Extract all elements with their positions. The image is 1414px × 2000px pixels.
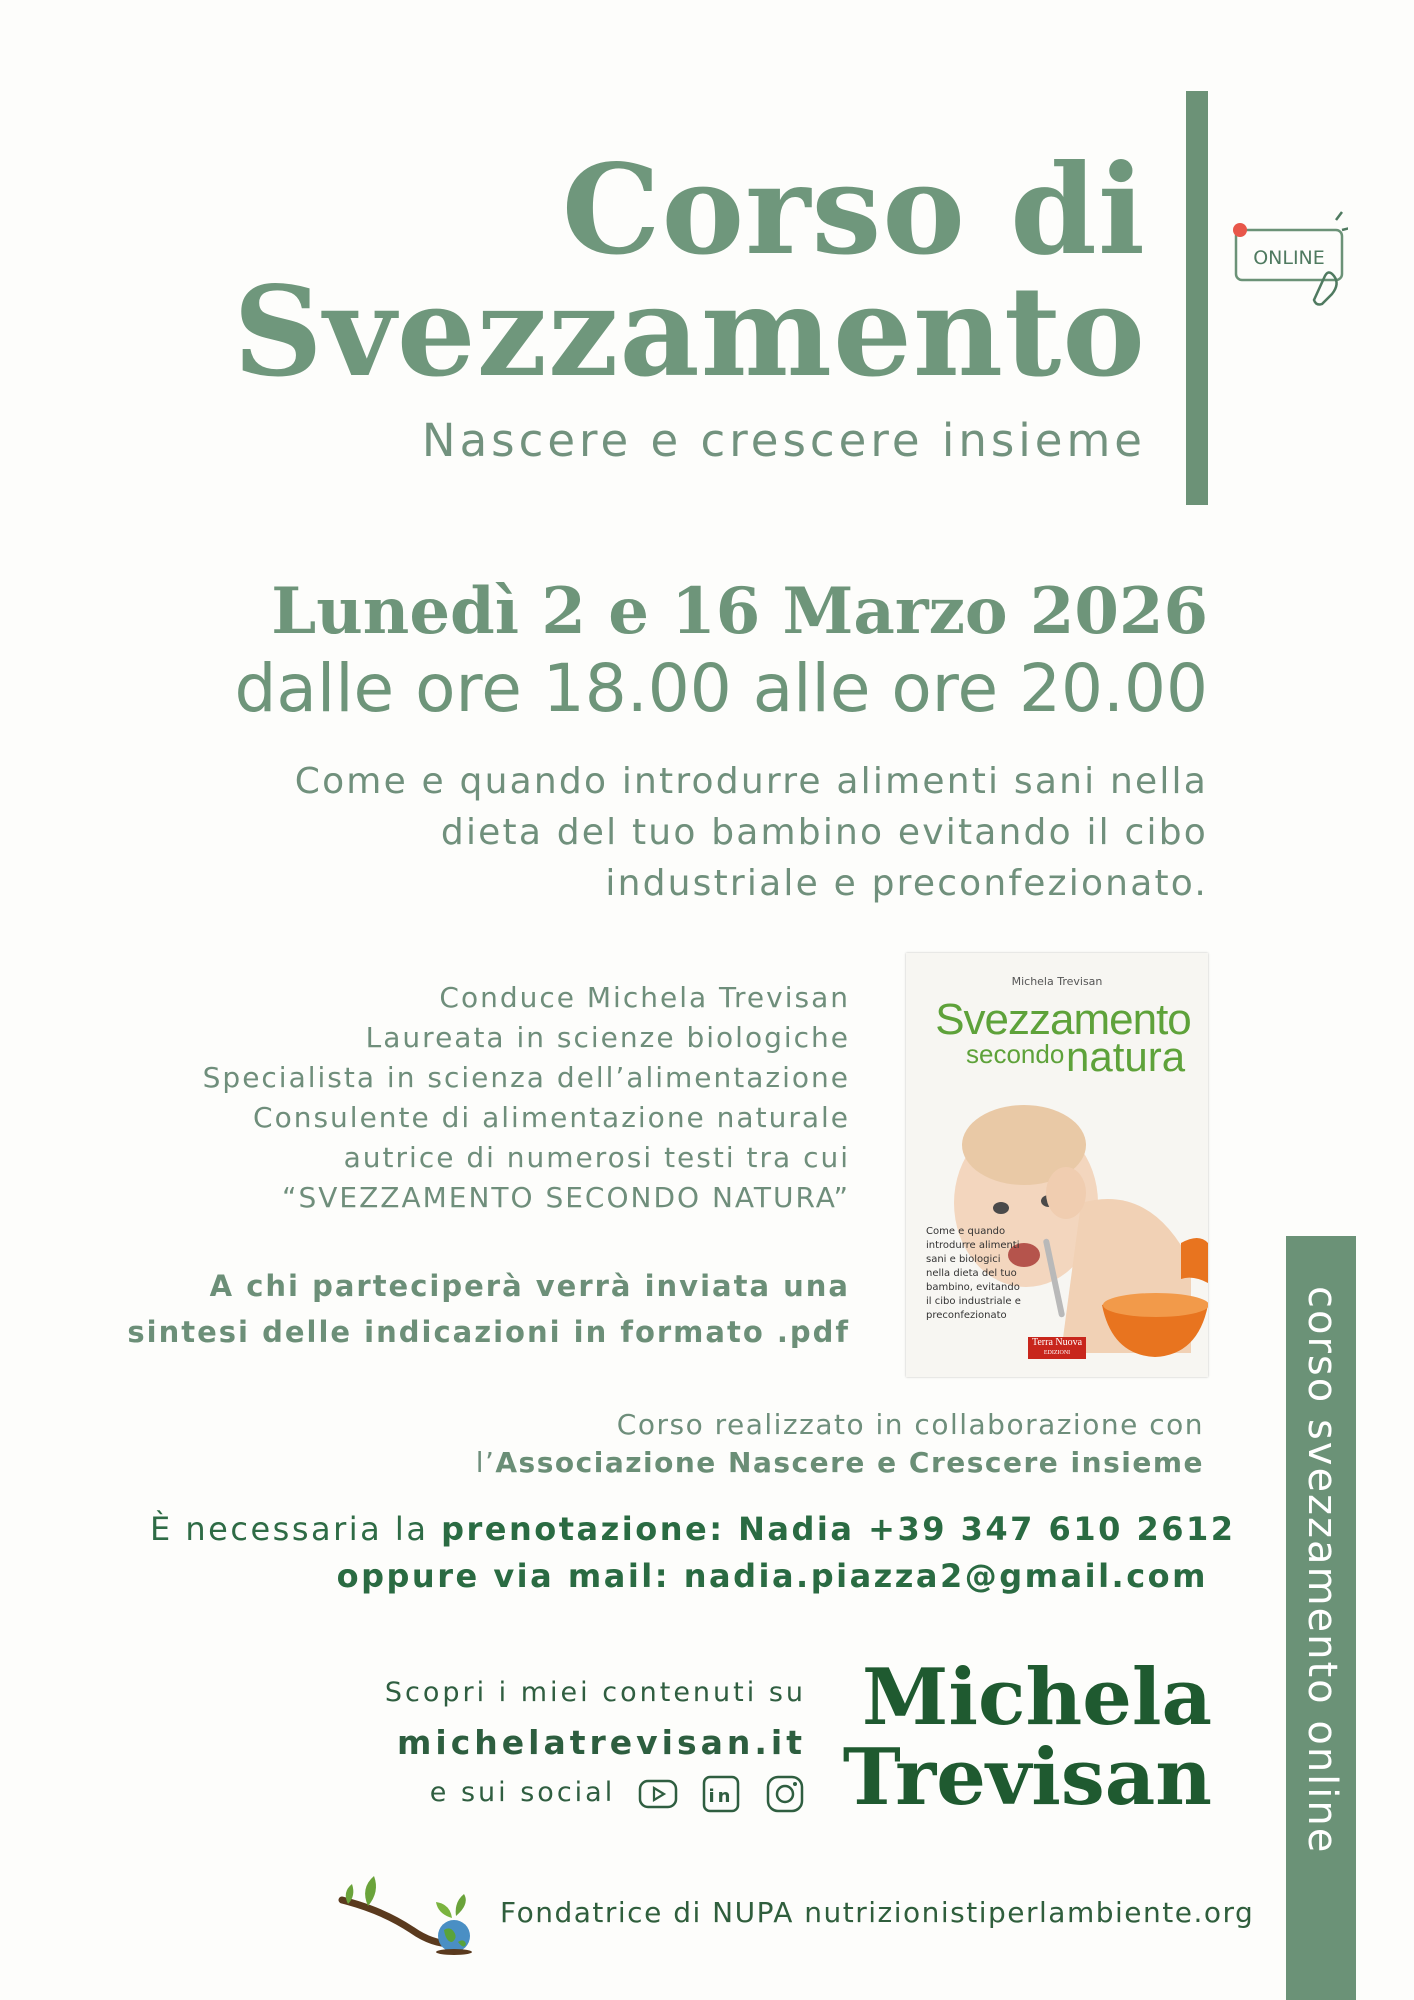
- social-icons-row: [300, 1768, 806, 1818]
- social-intro: Scopri i miei contenuti su: [384, 1677, 806, 1708]
- collab-prefix: l’: [475, 1446, 496, 1479]
- intro-text: [260, 756, 1208, 909]
- title-line-2: Svezzamento: [233, 260, 1146, 405]
- page-subtitle: Nascere e crescere insieme: [421, 414, 1146, 467]
- publisher-sub: EDIZIONI: [1043, 1350, 1071, 1356]
- book-cover: [906, 953, 1208, 1377]
- intro-line: dieta del tuo bambino evitando il cibo: [440, 812, 1208, 853]
- nupa-logo: [338, 1856, 488, 1956]
- intro-line: industriale e preconfezionato.: [605, 863, 1208, 904]
- booking-phone[interactable]: prenotazione: Nadia +39 347 610 2612: [441, 1510, 1236, 1548]
- svg-text:in: in: [708, 1785, 734, 1807]
- author-name: [840, 1652, 1212, 1823]
- bio-line: Laureata in scienze biologiche: [365, 1021, 850, 1054]
- bio-line: Specialista in scienza dell’alimentazione: [202, 1061, 850, 1094]
- book-author: Michela Trevisan: [1011, 975, 1103, 988]
- page-title: [150, 138, 1146, 405]
- linkedin-icon[interactable]: [700, 1773, 742, 1815]
- pdf-note-line: sintesi delle indicazioni in formato .pdf: [127, 1315, 850, 1349]
- youtube-icon[interactable]: [637, 1773, 679, 1815]
- author-first-name: Michela: [862, 1652, 1212, 1743]
- pdf-note-line: A chi parteciperà verrà inviata una: [209, 1269, 850, 1303]
- book-title-word: Svezzamento: [935, 995, 1191, 1044]
- side-tab-label: corso svezzamento online: [1299, 1286, 1345, 1855]
- social-label: e sui social: [429, 1777, 616, 1808]
- book-blurb: Come e quando introdurre alimenti sani e biologici nella dieta del tuo bambino, evitando il cibo industriale e preconfezionato: [926, 1226, 1021, 1321]
- online-badge-label: ONLINE: [1253, 247, 1325, 269]
- book-title-word: natura: [1066, 1033, 1186, 1080]
- publisher-name: Terra Nuova: [1031, 1337, 1083, 1348]
- course-time: dalle ore 18.00 alle ore 20.00: [234, 650, 1208, 727]
- side-tab: [1286, 1236, 1356, 2000]
- association-name: Associazione Nascere e Crescere insieme: [495, 1446, 1204, 1479]
- social-section: [300, 1668, 806, 1818]
- title-line-1: Corso di: [561, 138, 1146, 283]
- online-badge: [1228, 208, 1348, 328]
- footer-text: Fondatrice di NUPA nutrizionistiperlambiente.org: [500, 1896, 1255, 1929]
- instructor-bio: [150, 978, 850, 1218]
- booking-prefix: È necessaria la: [150, 1510, 442, 1548]
- booking-info: [150, 1506, 1236, 1600]
- collab-line: Corso realizzato in collaborazione con: [616, 1408, 1204, 1441]
- intro-line: Come e quando introdurre alimenti sani nella: [294, 761, 1208, 802]
- author-last-name: Trevisan: [842, 1732, 1212, 1823]
- collaboration-note: [400, 1406, 1204, 1482]
- accent-bar: [1186, 91, 1208, 505]
- bio-line: autrice di numerosi testi tra cui: [343, 1141, 850, 1174]
- instagram-icon[interactable]: [764, 1773, 806, 1815]
- course-date: Lunedì 2 e 16 Marzo 2026: [271, 574, 1208, 649]
- book-title-word: secondo: [966, 1039, 1065, 1069]
- collab-association-line: [400, 1444, 1204, 1482]
- website-link[interactable]: michelatrevisan.it: [397, 1723, 806, 1762]
- booking-mail[interactable]: oppure via mail: nadia.piazza2@gmail.com: [336, 1557, 1208, 1595]
- bio-line: Conduce Michela Trevisan: [439, 981, 850, 1014]
- publisher-logo: [1028, 1337, 1086, 1359]
- bio-line: “SVEZZAMENTO SECONDO NATURA”: [281, 1181, 850, 1214]
- bio-line: Consulente di alimentazione naturale: [253, 1101, 850, 1134]
- booking-phone-line: [150, 1506, 1236, 1553]
- pdf-note: [120, 1263, 850, 1355]
